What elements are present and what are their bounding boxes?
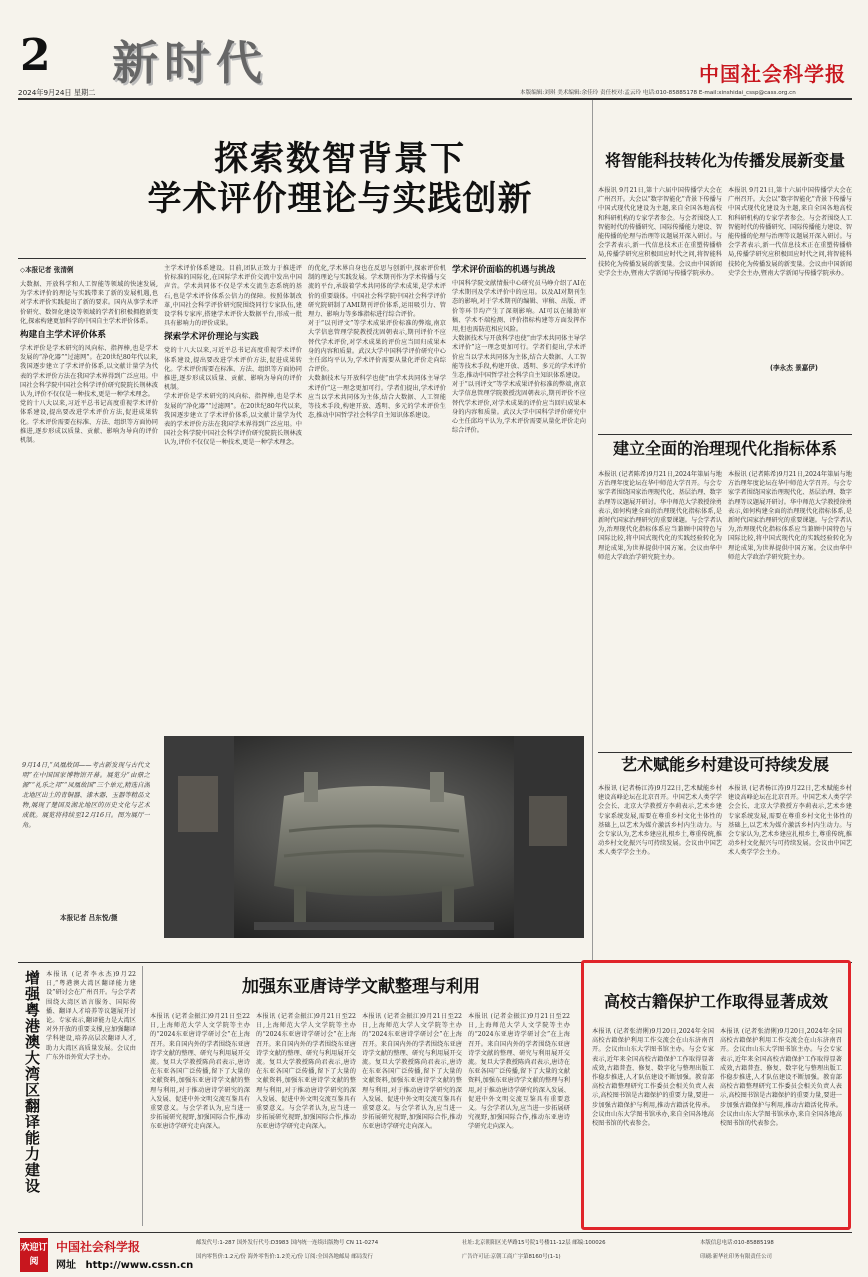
masthead-rule (18, 98, 852, 100)
bottom-right-body-b: 本报讯 (记者张清俐)9月20日,2024年全国高校古籍保护利用工作交流会在山东济南召开。会议由山东大学图书馆主办。与会专家表示,近年来全国高校古籍保护工作取得显著成效,古籍普查、修复、数字化与整理出版工作稳步推进,人才队伍建设不断加强。教育部高校古籍整理研究工作委员会相关负责人表示,高校图书馆是古籍保护的重要力量,要进一步加强古籍保护与利用,推动古籍活化传承。会议由山东大学图书馆承办,来自全国各地高校图书馆的代表参会。 (720, 1028, 842, 1128)
lead-column-2 (164, 264, 302, 716)
bottom-right-headline: 高校古籍保护工作取得显著成效 (603, 992, 828, 1011)
website-link[interactable]: http://www.cssn.cn (85, 1260, 194, 1271)
right1-headline: 将智能科技转化为传播发展新变量 (604, 151, 845, 170)
lead-paragraph: 学术评价是学术研究的风向标、指挥棒,也是学术发展的“净化器”“过滤网”。在20世纪80年代以来,我国逐步建立了学术评价体系,以文献计量学为代表的学术评价方法在我国学术界得到广泛应用。中国社会科学院中国社会科学评价研究院院长荆林波认为,评价不仅仅是一种技术,更是一种学术理念。 (164, 393, 302, 447)
lead-column-3 (308, 264, 446, 716)
bottom-mid-body-2: 本报讯 (记者金振江)9月21日至22日,上海师范大学人文学院等主办的“2024东亚唐诗学研讨会”在上海召开。来自国内外的学者围绕东亚唐诗学文献的整理、研究与利用展开交流。复旦大学教授陈尚君表示,唐诗在东亚各国广泛传播,留下了大量的文献资料,加强东亚唐诗学文献的整理与利用,对于推动唐诗学研究的深入发展、促进中外文明交流互鉴具有重要意义。与会学者认为,应当进一步拓展研究视野,加强国际合作,推动东亚唐诗学研究走向深入。 (256, 1013, 356, 1131)
right1-body-a: 本报讯 9月21日,第十六届中国传播学大会在广州召开。大会以“数字智能化”背景下传播与中国式现代化建设为主题,来自全国各地高校和科研机构的专家学者参会。与会者围绕人工智能时代的传播研究、国际传播能力建设、智能传播的伦理与治理等议题展开深入研讨。与会学者表示,新一代信息技术正在重塑传播格局,传播学研究应积极回应时代之问,将智能科技转化为传播发展的新变量。会议由中国新闻史学会主办,暨南大学新闻与传播学院承办。 (598, 187, 722, 277)
bottom-left-headline: 增强粤港澳大湾区翻译能力建设 (23, 970, 41, 1194)
lead-paragraph: 对于“以刊评文”等学术成果评价标准的弊端,南京大学信息管理学院教授沈固朝表示,期刊评价不应替代学术评价,对学术成果的评价应当回归成果本身的内容和质量。武汉大学中国科学评价研究中心主任邱均平认为,学术评价需要从量化评价走向综合评价。 (452, 381, 586, 435)
right-separator-1 (598, 434, 852, 435)
lead-paragraph: 大数据技术与开放科学也使“由学术共同体主导学术评价”这一理念更加可行。学者们提出,学术评价应当以学术共同体为主体,结合大数据、人工智能等技术手段,构建开放、透明、多元的学术评价生态,推动中国哲学社会科学自主知识体系建设。 (308, 375, 446, 420)
bottom-mid-body-3: 本报讯 (记者金振江)9月21日至22日,上海师范大学人文学院等主办的“2024东亚唐诗学研讨会”在上海召开。来自国内外的学者围绕东亚唐诗学文献的整理、研究与利用展开交流。复旦大学教授陈尚君表示,唐诗在东亚各国广泛传播,留下了大量的文献资料,加强东亚唐诗学文献的整理与利用,对于推动唐诗学研究的深入发展、促进中外文明交流互鉴具有重要意义。与会学者认为,应当进一步拓展研究视野,加强国际合作,推动东亚唐诗学研究走向深入。 (362, 1013, 462, 1131)
bottom-mid-headline: 加强东亚唐诗学文献整理与利用 (242, 977, 480, 997)
lead-column-4 (452, 264, 586, 716)
lead-headline-line1: 探索数智背景下 (214, 139, 466, 179)
lead-headline-line2: 学术评价理论与实践创新 (147, 179, 533, 219)
lead-paragraph: 大数据、开放科学和人工智能等领域的快速发展,为学术评价的理论与实践带来了新的发展机遇,也对学术评价实践提出了新的要求。国内从事学术评价研究、数智化建设等领域的学者们积极拥抱新变化,探索构建更加科学的中国自主学术评价体系。 (20, 281, 158, 325)
page-number: 2 (20, 30, 51, 81)
lead-subhead-1: 构建自主学术评价体系 (20, 330, 106, 341)
lead-paragraph: 中国科学院文献情报中心研究员马峥介绍了AI在学术期刊及学术评价中的应用。以及AI对期刊生态的影响,对于学术期刊的编辑、审稿、出版、评价等环节均产生了深刻影响。AI可以在辅助审稿、学术不端检测、评价指标构建等方面发挥作用,但也需防范相应风险。 (452, 280, 586, 334)
footer-ad-permit: 广告许可证:京朝工商广字第8160号(1-1) (462, 1254, 561, 1260)
photo-caption-text: 9月14日,“凤凰故国——考古新发现与古代文明”在中国国家博物馆开幕。展览分“由鼎之源”“礼乐之邦”“凤凰故国”三个单元,精选自湖北地区出土的青铜器、漆木器、玉器等精品文物,展现了楚国及湖北地区的历史文化与艺术成就。展览将持续至12月16日。图为展厅一角。 (22, 761, 150, 829)
right-separator-2 (598, 752, 852, 753)
paper-logo: 中国社会科学报 (699, 62, 846, 86)
bronze-vessel-image (164, 736, 584, 938)
footer-info-phone: 本版信息电话:010-85885198 (700, 1240, 774, 1246)
website-label: 网址 (56, 1260, 76, 1271)
lead-headline-rule (18, 258, 586, 259)
highlight-box (581, 960, 851, 1230)
footer-address: 社址:北京朝阳区光华路15号院1号楼11-12层 邮编:100026 (462, 1240, 606, 1246)
right-column-divider (592, 100, 593, 960)
bottom-divider-1 (142, 966, 143, 1226)
right1-credit: (李永杰 景嘉伊) (770, 364, 818, 372)
photo-credit: 本报记者 吕东悦/摄 (60, 914, 118, 922)
lead-paragraph: 的优化,学术界自身也在反思与创新中,探索评价机制的理论与实践发展。学术期刊作为学术传播与交流的平台,承载着学术共同体的学术成果,是学术评价的重要载体。中国社会科学院中国社会科学评价研究院研制了AMI期刊评价体系,运用吸引力、管理力、影响力等多维指标进行综合评价。 (308, 265, 446, 319)
footer-codes: 邮发代号:1-287 国外发行代号:D3983 国内统一连续出版物号 CN 11-0274 (196, 1240, 379, 1246)
bottom-right-body-a: 本报讯 (记者张清俐)9月20日,2024年全国高校古籍保护利用工作交流会在山东济南召开。会议由山东大学图书馆主办。与会专家表示,近年来全国高校古籍保护工作取得显著成效,古籍普查、修复、数字化与整理出版工作稳步推进,人才队伍建设不断加强。教育部高校古籍整理研究工作委员会相关负责人表示,高校图书馆是古籍保护的重要力量,要进一步加强古籍保护与利用,推动古籍活化传承。会议由山东大学图书馆承办,来自全国各地高校图书馆的代表参会。 (592, 1028, 714, 1128)
exhibition-photo (164, 736, 584, 938)
editor-line: 本版编辑:刘琪 美术编辑:余佳玲 责任校对:孟云玲 电话:010-85885178 E-mail:xinshidai_cssp@cass.org.cn (520, 90, 796, 96)
lead-subhead-3: 学术评价面临的机遇与挑战 (452, 265, 556, 275)
lead-paragraph: 大数据技术与开放科学也使“由学术共同体主导学术评价”这一理念更加可行。学者们提出,学术评价应当以学术共同体为主体,结合大数据、人工智能等技术手段,构建开放、透明、多元的学术评价生态,推动中国哲学社会科学自主知识体系建设。 (452, 335, 586, 380)
right3-body-b: 本报讯 (记者杨江涛)9月22日,艺术赋能乡村建设高峰论坛在北京召开。中国艺术人类学学会会长、北京大学教授方李莉表示,艺术乡建专家系统发展,需要在尊重乡村文化主体性的基础上,以艺术为媒介激活乡村内生动力。与会专家认为,艺术乡建应扎根乡土,尊重传统,推动乡村文化振兴与可持续发展。会议由中国艺术人类学学会主办。 (728, 785, 852, 857)
bottom-left-body: 本报讯 (记者李永杰)9月22日,“粤港澳大湾区翻译能力建设”研讨会在广州召开。与会学者围绕大湾区语言服务、国际传播、翻译人才培养等议题展开讨论。专家表示,翻译能力是大湾区对外开放的重要支撑,应加强翻译学科建设,培养高层次翻译人才,助力大湾区高质量发展。会议由广东外语外贸大学主办。 (46, 971, 136, 1061)
section-title: 新时代 (112, 36, 268, 90)
lead-paragraph: 对于“以刊评文”等学术成果评价标准的弊端,南京大学信息管理学院教授沈固朝表示,期刊评价不应替代学术评价,对学术成果的评价应当回归成果本身的内容和质量。武汉大学中国科学评价研究中心主任邱均平认为,学术评价需要从量化评价走向综合评价。 (308, 320, 446, 374)
footer-paper-name: 中国社会科学报 (56, 1240, 141, 1254)
footer-rule (18, 1232, 852, 1233)
lead-paragraph: 学术评价是学术研究的风向标、指挥棒,也是学术发展的“净化器”“过滤网”。在20世纪80年代以来,我国逐步建立了学术评价体系,以文献计量学为代表的学术评价方法在我国学术界得到广泛应用。中国社会科学院中国社会科学评价研究院院长荆林波认为,评价不仅仅是一种技术,更是一种学术理念。 (20, 345, 158, 399)
right1-body-b: 本报讯 9月21日,第十六届中国传播学大会在广州召开。大会以“数字智能化”背景下传播与中国式现代化建设为主题,来自全国各地高校和科研机构的专家学者参会。与会者围绕人工智能时代的传播研究、国际传播能力建设、智能传播的伦理与治理等议题展开深入研讨。与会学者表示,新一代信息技术正在重塑传播格局,传播学研究应积极回应时代之问,将智能科技转化为传播发展的新变量。会议由中国新闻史学会主办,暨南大学新闻与传播学院承办。 (728, 187, 852, 277)
footer-prices: 国内零售价:1.2元/份 海外零售价:1.2美元/份 订阅:全国各地邮局 邮局发行 (196, 1254, 373, 1260)
lead-byline: ◇本报记者 张清俐 (20, 266, 74, 274)
lead-paragraph: 党的十八大以来,习近平总书记高度重视学术评价体系建设,提出要改进学术评价方法,促进成果转化。学术评价需要在标准、方法、组织等方面协同推进,逐步形成以质量、贡献、影响为导向的评价机制。 (20, 400, 158, 445)
subscribe-badge: 欢迎订阅 (20, 1238, 48, 1272)
right2-body-a: 本报讯 (记者陈希)9月21日,2024年第届与地方治理年度论坛在华中师范大学召开。与会专家学者围绕国家治理现代化、基层治理、数字治理等议题展开研讨。华中师范大学教授徐勇表示,如何构建全面的治理现代化指标体系,是新时代国家治理研究的重要课题。与会学者认为,治理现代化指标体系应当兼顾中国特色与国际比较,将中国式现代化的实践经验转化为理论成果,为世界提供中国方案。会议由华中师范大学政治学研究院主办。 (598, 471, 722, 561)
footer-website (56, 1256, 193, 1271)
bottom-mid-body-1: 本报讯 (记者金振江)9月21日至22日,上海师范大学人文学院等主办的“2024东亚唐诗学研讨会”在上海召开。来自国内外的学者围绕东亚唐诗学文献的整理、研究与利用展开交流。复旦大学教授陈尚君表示,唐诗在东亚各国广泛传播,留下了大量的文献资料,加强东亚唐诗学文献的整理与利用,对于推动唐诗学研究的深入发展、促进中外文明交流互鉴具有重要意义。与会学者认为,应当进一步拓展研究视野,加强国际合作,推动东亚唐诗学研究走向深入。 (150, 1013, 250, 1131)
right2-headline: 建立全面的治理现代化指标体系 (612, 439, 837, 458)
bottom-mid-body-4: 本报讯 (记者金振江)9月21日至22日,上海师范大学人文学院等主办的“2024东亚唐诗学研讨会”在上海召开。来自国内外的学者围绕东亚唐诗学文献的整理、研究与利用展开交流。复旦大学教授陈尚君表示,唐诗在东亚各国广泛传播,留下了大量的文献资料,加强东亚唐诗学文献的整理与利用,对于推动唐诗学研究的深入发展、促进中外文明交流互鉴具有重要意义。与会学者认为,应当进一步拓展研究视野,加强国际合作,推动东亚唐诗学研究走向深入。 (468, 1013, 570, 1131)
lead-paragraph: 主学术评价体系建设。目前,团队正致力于推进评价标准的国际化,在国际学术评价交流中发出中国声音。学术共同体不仅是学术交流生态系统的基石,也是学术评价体系公信力的保障。按照体制改革,中国社会科学评价研究院围绕同行专家队伍,建设学科专家库,搭建学术评价大数据平台,形成一批具有影响力的评价成果。 (164, 265, 302, 328)
right2-body-b: 本报讯 (记者陈希)9月21日,2024年第届与地方治理年度论坛在华中师范大学召开。与会专家学者围绕国家治理现代化、基层治理、数字治理等议题展开研讨。华中师范大学教授徐勇表示,如何构建全面的治理现代化指标体系,是新时代国家治理研究的重要课题。与会学者认为,治理现代化指标体系应当兼顾中国特色与国际比较,将中国式现代化的实践经验转化为理论成果,为世界提供中国方案。会议由华中师范大学政治学研究院主办。 (728, 471, 852, 561)
lead-column-1 (20, 264, 158, 716)
footer-printer: 印刷:新华社印务有限责任公司 (700, 1254, 772, 1260)
right3-body-a: 本报讯 (记者杨江涛)9月22日,艺术赋能乡村建设高峰论坛在北京召开。中国艺术人类学学会会长、北京大学教授方李莉表示,艺术乡建专家系统发展,需要在尊重乡村文化主体性的基础上,以艺术为媒介激活乡村内生动力。与会专家认为,艺术乡建应扎根乡土,尊重传统,推动乡村文化振兴与可持续发展。会议由中国艺术人类学学会主办。 (598, 785, 722, 857)
lead-subhead-2: 探索学术评价理论与实践 (164, 332, 259, 343)
dateline: 2024年9月24日 星期二 (18, 88, 96, 97)
lead-paragraph: 党的十八大以来,习近平总书记高度重视学术评价体系建设,提出要改进学术评价方法,促进成果转化。学术评价需要在标准、方法、组织等方面协同推进,逐步形成以质量、贡献、影响为导向的评价机制。 (164, 347, 302, 392)
right3-headline: 艺术赋能乡村建设可持续发展 (620, 755, 829, 774)
